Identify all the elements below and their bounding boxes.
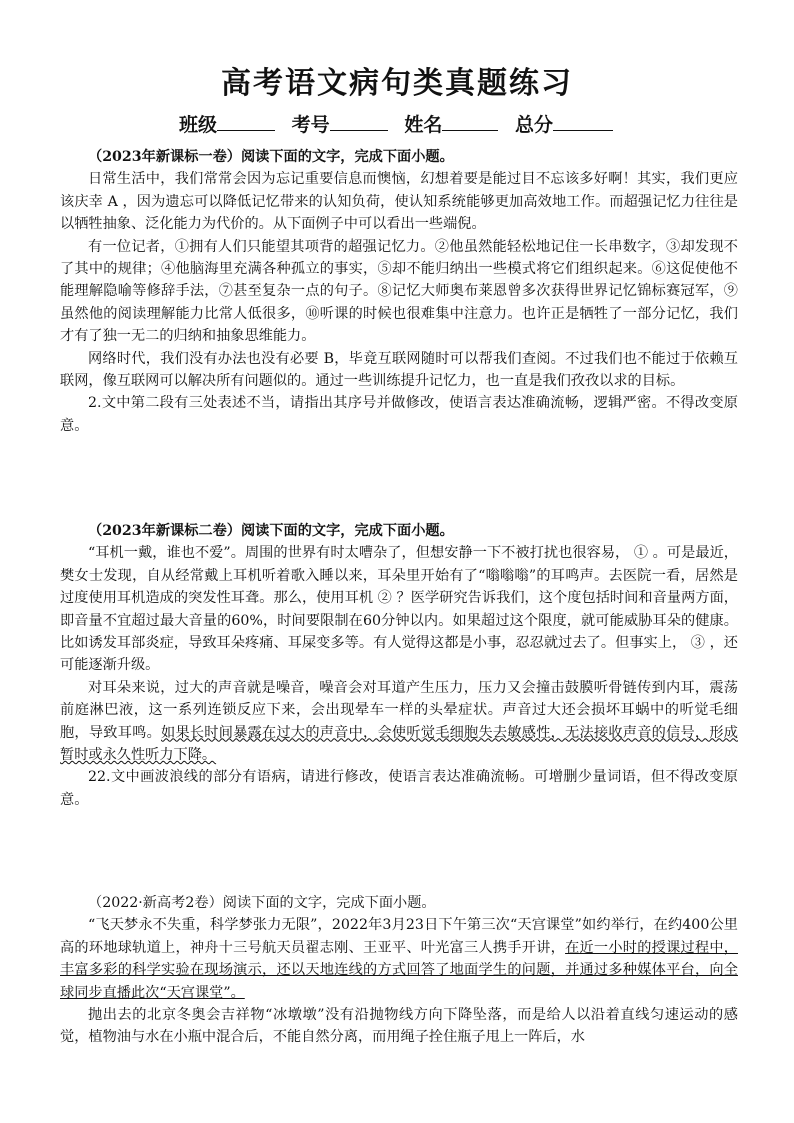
section-2022-new-gaokao-2: [60, 892, 738, 1049]
class-label: 班级: [179, 114, 218, 136]
name-label: 姓名: [404, 114, 443, 136]
passage-text: “飞天梦永不失重，科学梦张力无限”，2022年3月23日下午第三次“天宫课堂”如约举行，在约400公里高的环地球轨道上，神舟十三号航天员翟志刚、王亚平、叶光富三人携手开讲，: [60, 917, 738, 956]
name-blank: [442, 112, 498, 131]
passage-paragraph: 有一位记者，①拥有人们只能望其项背的超强记忆力。②他虽然能轻松地记住一长串数字，③却发现不了其中的规律；④他脑海里充满各种孤立的事实，⑤却不能归纳出一些模式将它们组织起来。⑥这促使他不能理解隐喻等修辞手法，⑦甚至复杂一点的句子。⑧记忆大师奥布莱恩曾多次获得世界记忆锦标赛冠军，⑨虽然他的阅读理解能力比常人低很多，⑩听课的时候也很难集中注意力。也许正是牺牲了一部分记忆，我们才有了独一无二的归纳和抽象思维能力。: [60, 238, 738, 345]
passage-paragraph: 网络时代，我们没有办法也没有必要 B，毕竟互联网随时可以帮我们查阅。不过我们也不能过于依赖互联网，像互联网可以解决所有问题似的。通过一些训练提升记忆力，也一直是我们孜孜以求的目标。: [60, 350, 738, 390]
passage-paragraph: [60, 677, 738, 767]
exam-number-label: 考号: [291, 114, 330, 136]
passage-paragraph: “耳机一戴，谁也不爱”。周围的世界有时太嘈杂了，但想安静一下不被打扰也很容易， ① 。可是最近，樊女士发现，自从经常戴上耳机听着歌入睡以来，耳朵里开始有了“嗡嗡嗡”的耳鸣声。去医院一看，居然是过度使用耳机造成的突发性耳聋。那么，使用耳机 ② ？医学研究告诉我们，这个度包括时间和音量两方面，即音量不宜超过最大音量的60%，时间要限制在60分钟以内。如果超过这个限度，就可能威胁耳朵的健康。比如诱发耳部炎症，导致耳朵疼痛、耳屎变多等。有人觉得这都是小事，忍忍就过去了。但事实上， ③ ，还可能逐渐升级。: [60, 545, 738, 674]
wavy-underlined-sentence: 如果长时间暴露在过大的声音中，会使听觉毛细胞失去敏感性，无法接收声音的信号，形成暂时或永久性听力下降。: [60, 724, 738, 764]
question-text: 22.文中画波浪线的部分有语病，请进行修改，使语言表达准确流畅。可增删少量词语，但不得改变原意。: [60, 769, 738, 808]
section-2023-national-2: [60, 520, 738, 811]
section-heading: （2023年新课标一卷）阅读下面的文字，完成下面小题。: [88, 149, 454, 165]
page-title: 高考语文病句类真题练习: [221, 66, 573, 101]
section-heading: （2023年新课标二卷）阅读下面的文字，完成下面小题。: [88, 523, 454, 539]
passage-paragraph: 日常生活中，我们常常会因为忘记重要信息而懊恼，幻想着要是能过目不忘该多好啊！其实，我们更应该庆幸 A ，因为遗忘可以降低记忆带来的认知负荷，使认知系统能够更加高效地工作。而超强记忆力往往是以牺牲抽象、泛化能力为代价的。从下面例子中可以看出一些端倪。: [60, 171, 738, 233]
section-heading: （2022·新高考2卷）阅读下面的文字，完成下面小题。: [88, 895, 436, 911]
class-blank: [217, 112, 275, 131]
score-label: 总分: [514, 114, 553, 136]
score-blank: [553, 112, 613, 131]
exam-number-blank: [330, 112, 388, 131]
section-2023-national-1: [60, 146, 738, 437]
underlined-sentence: 在近一小时的授课过程中，丰富多彩的科学实验在现场演示，还以天地连线的方式回答了地面学生的问题，并通过多种媒体平台，向全球同步直播此次“天宫课堂”。: [60, 939, 738, 1001]
student-info-line: [0, 110, 794, 137]
passage-paragraph: [60, 914, 738, 1004]
question-text: 2.文中第二段有三处表述不当，请指出其序号并做修改，使语言表达准确流畅，逻辑严密。不得改变原意。: [60, 395, 738, 434]
passage-paragraph: 抛出去的北京冬奥会吉祥物“冰墩墩”没有沿抛物线方向下降坠落，而是给人以沿着直线匀速运动的感觉，植物油与水在小瓶中混合后，不能自然分离，而用绳子拴住瓶子甩上一阵后，水: [60, 1007, 738, 1046]
passage-text: 对耳朵来说，过大的声音就是噪音，噪音会对耳道产生压力，压力又会撞击鼓膜听骨链传到内耳，震荡前庭淋巴液，这一系列连锁反应下来，会出现晕车一样的头晕症状。声音过大还会损坏耳蜗中的听觉毛细胞，导致耳鸣。: [60, 679, 738, 741]
